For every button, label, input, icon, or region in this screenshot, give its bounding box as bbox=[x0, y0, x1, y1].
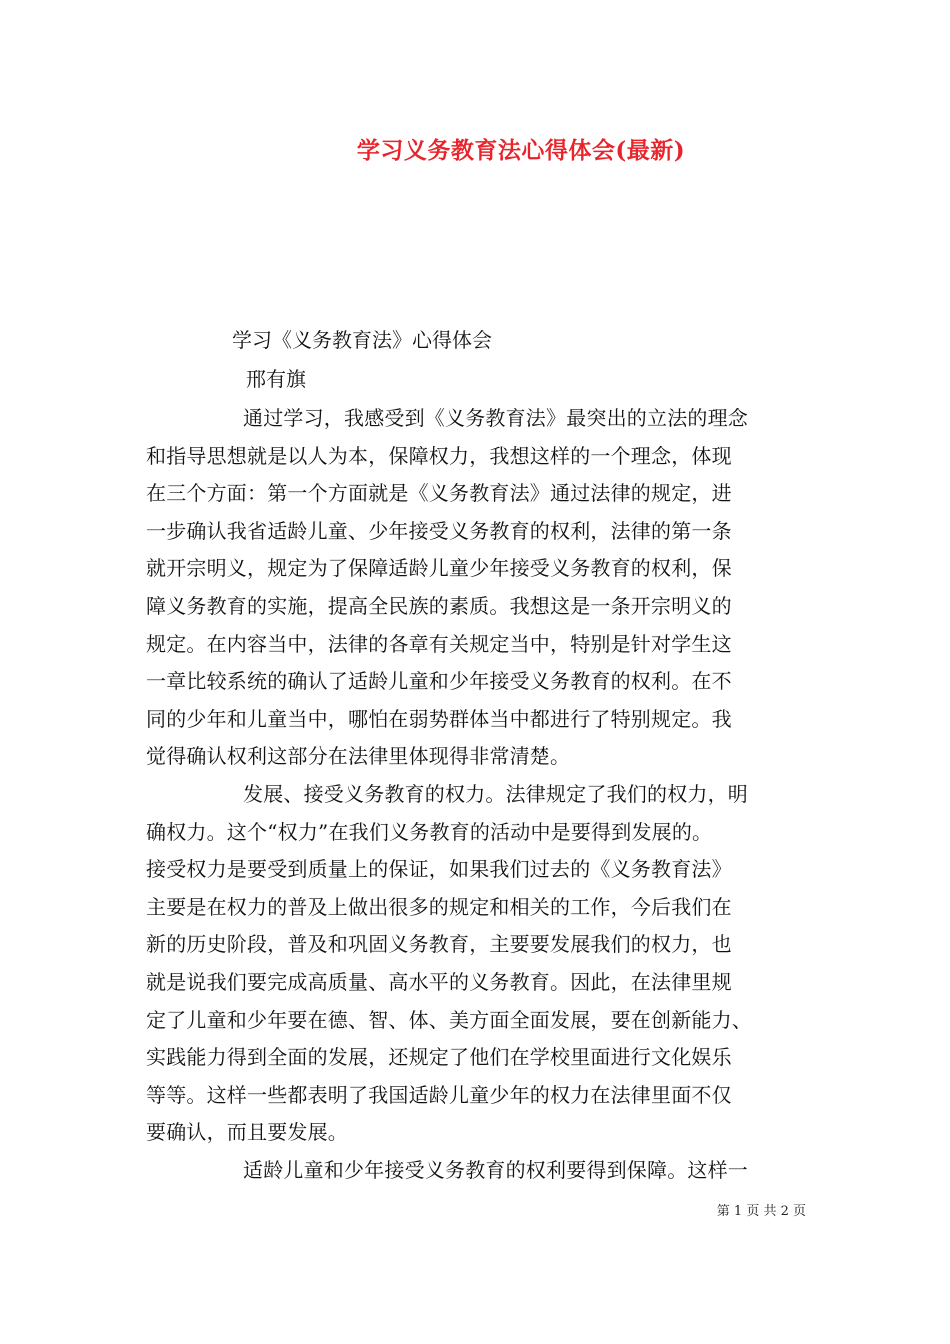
paragraph-line: 障义务教育的实施，提高全民族的素质。我想这是一条开宗明义的 bbox=[146, 593, 732, 618]
paragraph-line: 就开宗明义，规定为了保障适龄儿童少年接受义务教育的权利，保 bbox=[146, 556, 732, 581]
paragraph-line: 要确认，而且要发展。 bbox=[146, 1120, 348, 1145]
paragraph-line: 就是说我们要完成高质量、高水平的义务教育。因此，在法律里规 bbox=[146, 969, 732, 994]
paragraph-line: 适龄儿童和少年接受义务教育的权利要得到保障。这样一 bbox=[243, 1157, 748, 1182]
paragraph-line: 一章比较系统的确认了适龄儿童和少年接受义务教育的权利。在不 bbox=[146, 669, 732, 694]
paragraph-2 bbox=[146, 776, 806, 1152]
paragraph-line: 确权力。这个“权力”在我们义务教育的活动中是要得到发展的。 bbox=[146, 819, 713, 844]
paragraph-1 bbox=[146, 400, 806, 776]
paragraph-3 bbox=[146, 1152, 806, 1190]
page-number: 第 1 页 共 2 页 bbox=[716, 1204, 806, 1219]
document-title: 学习义务教育法心得体会(最新) bbox=[356, 137, 686, 164]
paragraph-line: 发展、接受义务教育的权力。法律规定了我们的权力，明 bbox=[243, 781, 748, 806]
paragraph-line: 同的少年和儿童当中，哪怕在弱势群体当中都进行了特别规定。我 bbox=[146, 706, 732, 731]
paragraph-line: 定了儿童和少年要在德、智、体、美方面全面发展，要在创新能力、 bbox=[146, 1007, 752, 1032]
paragraph-line: 通过学习，我感受到《义务教育法》最突出的立法的理念 bbox=[243, 406, 748, 430]
paragraph-line: 和指导思想就是以人为本，保障权力，我想这样的一个理念，体现 bbox=[146, 443, 732, 468]
paragraph-line: 在三个方面：第一个方面就是《义务教育法》通过法律的规定，进 bbox=[146, 481, 732, 506]
document-body bbox=[146, 400, 806, 1189]
paragraph-line: 觉得确认权利这部分在法律里体现得非常清楚。 bbox=[146, 744, 571, 769]
paragraph-line: 一步确认我省适龄儿童、少年接受义务教育的权利，法律的第一条 bbox=[146, 518, 732, 543]
paragraph-line: 实践能力得到全面的发展，还规定了他们在学校里面进行文化娱乐 bbox=[146, 1045, 732, 1070]
paragraph-line: 等等。这样一些都表明了我国适龄儿童少年的权力在法律里面不仅 bbox=[146, 1082, 732, 1107]
paragraph-line: 规定。在内容当中，法律的各章有关规定当中，特别是针对学生这 bbox=[146, 631, 732, 656]
paragraph-line: 新的历史阶段，普及和巩固义务教育，主要要发展我们的权力，也 bbox=[146, 932, 732, 957]
author-name: 邢有旗 bbox=[246, 367, 306, 391]
document-subtitle: 学习《义务教育法》心得体会 bbox=[232, 328, 492, 352]
paragraph-line: 接受权力是要受到质量上的保证，如果我们过去的《义务教育法》 bbox=[146, 857, 732, 882]
paragraph-line: 主要是在权力的普及上做出很多的规定和相关的工作，今后我们在 bbox=[146, 894, 732, 919]
